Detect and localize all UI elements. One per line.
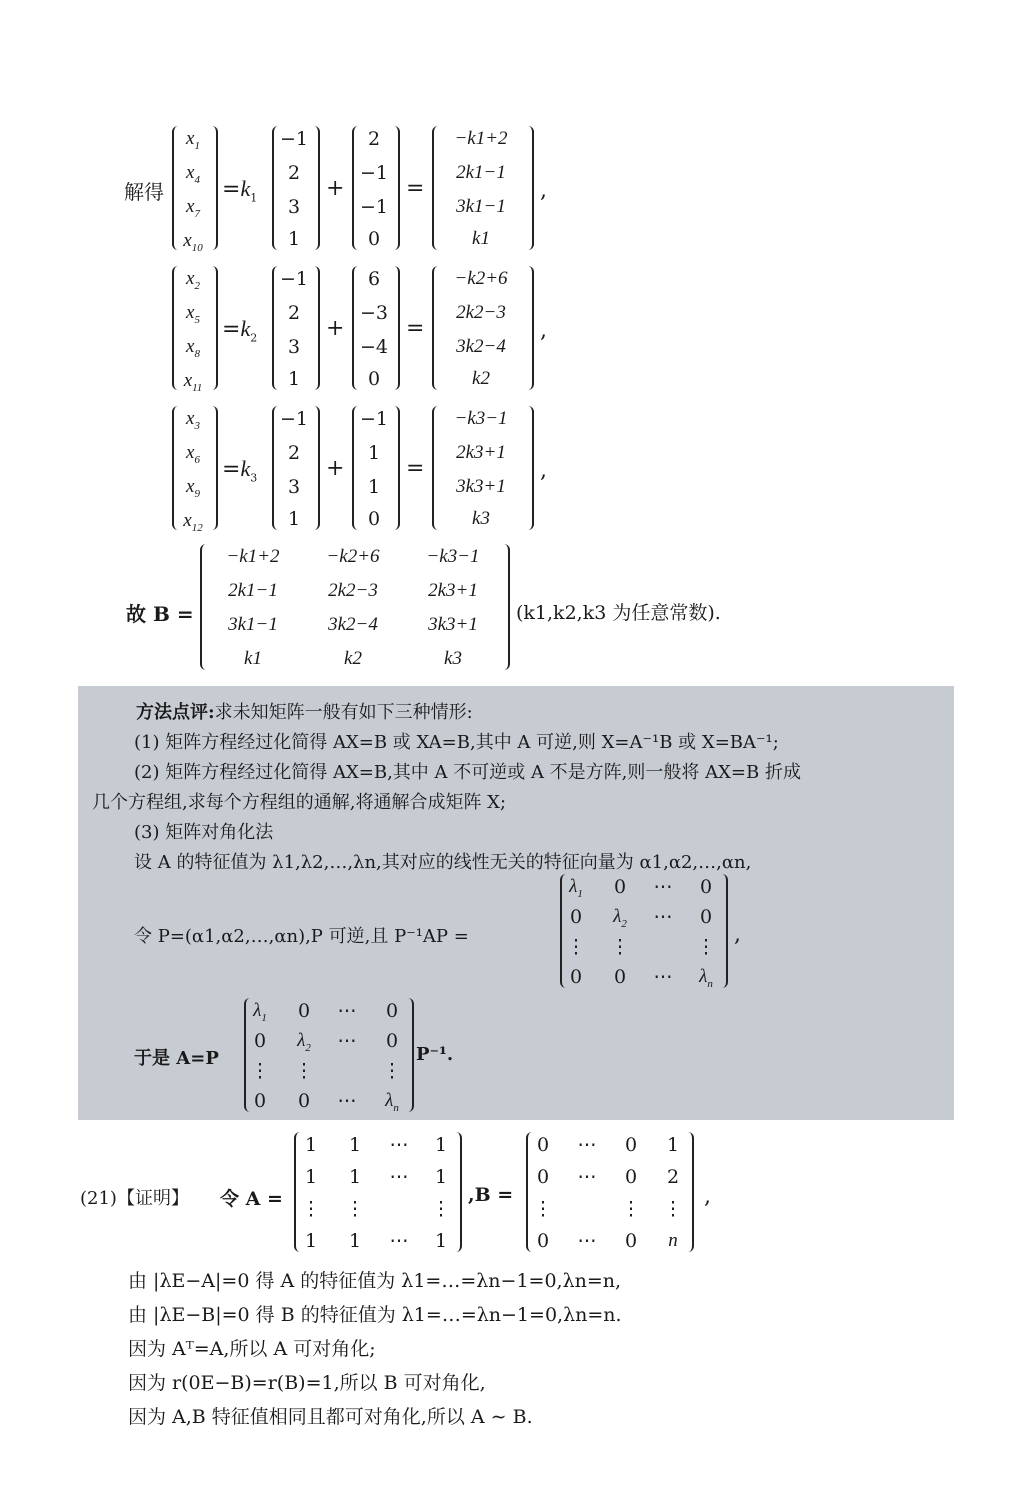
var: $x_5$ <box>186 302 200 326</box>
cell: 0 <box>624 1166 638 1188</box>
var: $x_7$ <box>186 196 200 220</box>
comment-case3: (3) 矩阵对角化法 <box>134 822 274 843</box>
comment-case2b: 几个方程组,求每个方程组的通解,将通解合成矩阵 X; <box>92 792 507 813</box>
cell: ⋮ <box>301 1198 321 1220</box>
cell: k1 <box>244 648 262 669</box>
cell: 1 <box>348 1134 362 1156</box>
cell: ⋯ <box>389 1230 409 1252</box>
comma: , <box>540 458 547 483</box>
cell: ⋯ <box>389 1166 409 1188</box>
cell: k2 <box>472 368 490 389</box>
var: $x_{10}$ <box>183 230 203 254</box>
comment-heading <box>136 698 473 724</box>
var: $x_3$ <box>186 408 200 432</box>
cell: ⋯ <box>337 1000 357 1022</box>
comment-case2a: (2) 矩阵方程经过化简得 AX=B,其中 A 不可逆或 A 不是方阵,则一般将 AX=B 折成 <box>134 762 801 783</box>
cell: −1 <box>279 408 308 430</box>
cell: ⋯ <box>653 966 673 988</box>
cell: ⋮ <box>663 1198 683 1220</box>
comment-title: 方法点评: <box>136 702 215 723</box>
cell: 1 <box>434 1166 448 1188</box>
cell: ⋯ <box>337 1030 357 1052</box>
equals: = <box>406 456 425 481</box>
cell: 1 <box>287 228 301 250</box>
cell: $\lambda_1$ <box>253 1000 267 1024</box>
proof-line-5: 因为 A,B 特征值相同且都可对角化,所以 A ∼ B. <box>128 1406 533 1428</box>
cell: 0 <box>367 228 381 250</box>
cell: 1 <box>348 1166 362 1188</box>
var: $x_1$ <box>186 128 200 152</box>
cell: ⋮ <box>621 1198 641 1220</box>
result-note: (k1,k2,k3 为任意常数). <box>516 602 721 624</box>
cell: 3k2−4 <box>328 614 378 635</box>
cell: k1 <box>472 228 490 249</box>
cell: ⋯ <box>389 1134 409 1156</box>
cell: 1 <box>367 476 381 498</box>
cell: −1 <box>279 268 308 290</box>
cell: −k2+6 <box>326 546 380 567</box>
cell: 1 <box>304 1134 318 1156</box>
cell: 3k2−4 <box>456 336 506 357</box>
cell: 0 <box>536 1134 550 1156</box>
cell: 3k3+1 <box>428 614 478 635</box>
cell: 0 <box>613 876 627 898</box>
cell: 0 <box>569 906 583 928</box>
cell: ⋯ <box>577 1166 597 1188</box>
cell: 0 <box>624 1230 638 1252</box>
cell: 1 <box>666 1134 680 1156</box>
var: $x_{11}$ <box>183 370 203 394</box>
comment-then: 于是 A=P <box>134 1048 219 1069</box>
cell: 1 <box>434 1134 448 1156</box>
comment-case1: (1) 矩阵方程经过化简得 AX=B 或 XA=B,其中 A 可逆,则 X=A⁻¹B 或 X=BA⁻¹; <box>134 732 779 753</box>
cell: k3 <box>444 648 462 669</box>
proof-line-4: 因为 r(0E−B)=r(B)=1,所以 B 可对角化, <box>128 1372 486 1394</box>
cell: ⋯ <box>577 1230 597 1252</box>
cell: 0 <box>536 1230 550 1252</box>
cell: 3k3+1 <box>456 476 506 497</box>
cell: k2 <box>344 648 362 669</box>
cell: 2k2−3 <box>328 580 378 601</box>
cell: 2k1−1 <box>228 580 278 601</box>
var: $x_2$ <box>186 268 200 292</box>
cell: 2k1−1 <box>456 162 506 183</box>
cell: n <box>668 1230 678 1251</box>
cell: 2k3+1 <box>456 442 506 463</box>
cell: 6 <box>367 268 381 290</box>
cell: ⋯ <box>577 1134 597 1156</box>
cell: ⋮ <box>696 936 716 958</box>
cell: −1 <box>359 162 388 184</box>
cell: −k1+2 <box>454 128 508 149</box>
result-label: 故 B = <box>126 602 194 626</box>
cell: 0 <box>367 508 381 530</box>
cell: 2 <box>287 302 301 324</box>
cell: 0 <box>699 906 713 928</box>
cell: 1 <box>348 1230 362 1252</box>
cell: ⋮ <box>566 936 586 958</box>
cell: 3 <box>287 476 301 498</box>
cell: ⋮ <box>382 1060 402 1082</box>
proof-let: 令 A = <box>220 1188 283 1210</box>
cell: −3 <box>359 302 388 324</box>
cell: 0 <box>569 966 583 988</box>
comma: , <box>540 318 547 343</box>
comment-intro: 求未知矩阵一般有如下三种情形: <box>214 702 473 723</box>
comma: , <box>704 1184 711 1209</box>
equals: $=k_3$ <box>222 456 258 485</box>
cell: 1 <box>304 1230 318 1252</box>
var: $x_{12}$ <box>183 510 203 534</box>
cell: 0 <box>536 1166 550 1188</box>
cell: −4 <box>359 336 388 358</box>
proof-label: (21)【证明】 <box>80 1188 189 1209</box>
proof-b: ,B = <box>468 1184 514 1206</box>
cell: 2 <box>666 1166 680 1188</box>
var: $x_6$ <box>186 442 200 466</box>
cell: 2k3+1 <box>428 580 478 601</box>
cell: 1 <box>287 368 301 390</box>
cell: 0 <box>699 876 713 898</box>
cell: ⋮ <box>294 1060 314 1082</box>
plus: + <box>326 176 345 201</box>
cell: 3k1−1 <box>228 614 278 635</box>
cell: ⋮ <box>250 1060 270 1082</box>
solve-label: 解得 <box>124 180 164 204</box>
proof-line-2: 由 |λE−B|=0 得 B 的特征值为 λ1=…=λn−1=0,λn=n. <box>128 1304 622 1326</box>
cell: 2 <box>367 128 381 150</box>
cell: ⋮ <box>610 936 630 958</box>
proof-line-3: 因为 Aᵀ=A,所以 A 可对角化; <box>128 1338 376 1360</box>
var: $x_8$ <box>186 336 200 360</box>
comma: , <box>540 178 547 203</box>
cell: 2 <box>287 442 301 464</box>
equals: $=k_2$ <box>222 316 258 345</box>
cell: 3 <box>287 196 301 218</box>
cell: 1 <box>304 1166 318 1188</box>
plus: + <box>326 316 345 341</box>
comment-let-p: 令 P=(α1,α2,…,αn),P 可逆,且 P⁻¹AP = <box>134 926 469 947</box>
cell: $\lambda_n$ <box>385 1090 399 1114</box>
cell: $\lambda_2$ <box>297 1030 311 1054</box>
comment-eigen: 设 A 的特征值为 λ1,λ2,…,λn,其对应的线性无关的特征向量为 α1,α2,…,αn, <box>134 852 752 873</box>
cell: ⋯ <box>653 876 673 898</box>
cell: −1 <box>359 408 388 430</box>
cell: ⋯ <box>337 1090 357 1112</box>
cell: 0 <box>385 1030 399 1052</box>
cell: 0 <box>624 1134 638 1156</box>
cell: $\lambda_2$ <box>613 906 627 930</box>
cell: $\lambda_1$ <box>569 876 583 900</box>
cell: −k3−1 <box>426 546 480 567</box>
var: $x_4$ <box>186 162 200 186</box>
equals: = <box>406 176 425 201</box>
cell: 0 <box>253 1030 267 1052</box>
plus: + <box>326 456 345 481</box>
comma: , <box>734 922 741 947</box>
cell: k3 <box>472 508 490 529</box>
cell: 1 <box>367 442 381 464</box>
cell: 0 <box>253 1090 267 1112</box>
cell: 1 <box>287 508 301 530</box>
cell: 0 <box>297 1000 311 1022</box>
cell: 3k1−1 <box>456 196 506 217</box>
equals: = <box>406 316 425 341</box>
cell: 0 <box>385 1000 399 1022</box>
cell: 0 <box>367 368 381 390</box>
cell: 2 <box>287 162 301 184</box>
cell: ⋯ <box>653 906 673 928</box>
cell: ⋮ <box>345 1198 365 1220</box>
cell: ⋮ <box>533 1198 553 1220</box>
cell: −k1+2 <box>226 546 280 567</box>
cell: −k2+6 <box>454 268 508 289</box>
equals: $=k_1$ <box>222 176 258 205</box>
cell: −1 <box>359 196 388 218</box>
cell: 0 <box>297 1090 311 1112</box>
cell: ⋮ <box>431 1198 451 1220</box>
cell: 3 <box>287 336 301 358</box>
cell: 2k2−3 <box>456 302 506 323</box>
proof-line-1: 由 |λE−A|=0 得 A 的特征值为 λ1=…=λn−1=0,λn=n, <box>128 1270 622 1292</box>
cell: −1 <box>279 128 308 150</box>
cell: $\lambda_n$ <box>699 966 713 990</box>
comment-pinv: P⁻¹. <box>416 1044 454 1065</box>
var: $x_9$ <box>186 476 200 500</box>
cell: −k3−1 <box>454 408 508 429</box>
cell: 1 <box>434 1230 448 1252</box>
cell: 0 <box>613 966 627 988</box>
